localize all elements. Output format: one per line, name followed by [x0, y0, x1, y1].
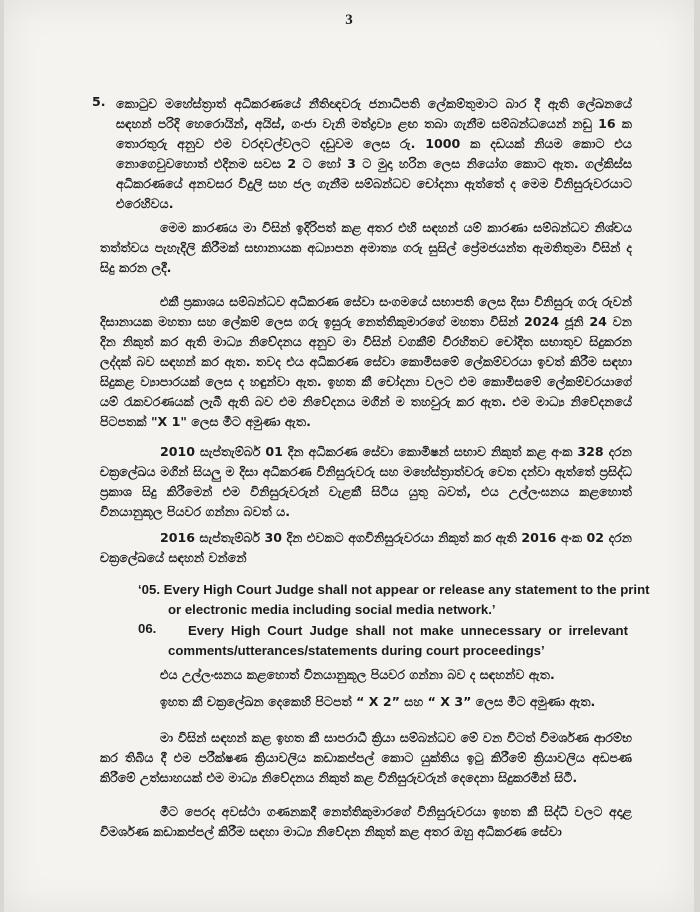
paragraph-text: 2016 සැප්තැම්බර් 30 දින එවකට අගවිනිසුරුවරයා නිකුත් කර ඇති 2016 අංක 02 දරන චක්‍රලේඛයේ සඳහන් වන්නේ [100, 530, 632, 565]
paragraph-text: එය උල්ලංඝනය කළහොත් විනයානුකූල පියවර ගන්නා බව ද සඳහන්ව ඇත. [160, 667, 555, 682]
paragraph-8 [100, 442, 632, 522]
paragraph-text: එකී ප්‍රකාශය සම්බන්ධව අධිකරණ සේවා සංගමයේ සභාපති ලෙස දිසා විනිසුරු ගරු රුවන් දිසානායක මහතා සහ ලේකම් ලෙස ගරු ඉසුරු නෙත්තිකුමාරගේ මහතා විසින් 2024 ජූනි 24 වන දින නිකුත් කර ඇති මාධ්‍ය නිවේදනය අනුව මා විසින් වගකීම් විරහිතව චෝදිත සභාතුව සිදුකරන ලද්දක් බව සඳහන් කර ඇත. තවද එය අධිකරණ සේවා කොමිසමේ ලේකම්වරයා ඉවත් කිරීම සඳහා සිදුකළ ව්‍යාපාරයක් ලෙස ද හඳුන්වා ඇත. ඉහත කී චෝදනා වලට එම කොමිසමේ ලේකම්වරයාගේ යම් රැකවරණයක් ලැබී ඇති බව එම නිවේදනය මගින් ම තහවුරු කර ඇත. එම මාධ්‍ය නිවේදනයේ පිටපතක් "X 1" ලෙස මීට අමුණා ඇත. [100, 294, 632, 429]
paragraph-5 [116, 94, 632, 214]
quote-line: ‘05. Every High Court Judge shall not appear or release any statement to the print [138, 582, 650, 597]
paragraph-number: 5. [92, 94, 106, 109]
paragraph-text: මීට පෙරද අවස්ථා ගණනකදී නෙත්තිකුමාරගේ විනිසුරුවරයා ඉහත කී සිද්ධි වලට අදාළ විමර්ශණ කඩාකප්පල් කිරීම සඳහා මාධ්‍ය නිවේදන නිකුත් කළ අතර ඔහු අධිකරණ සේවා [100, 804, 632, 839]
paragraph-text: මෙම කාරණය මා විසින් ඉදිරිපත් කළ අතර එහි සඳහන් යම් කාරණා සම්බන්ධව නිශ්චය තත්ත්වය පැහැදිලි කිරීමක් සභානායක අධ්‍යාපන අමාත්‍ය ගරු සුසිල් ප්‍රේමජයන්ත ඇමතිතුමා විසින් ද සිදු කරන ලදී. [100, 220, 632, 275]
paragraph-10 [100, 665, 632, 687]
paragraph-13 [100, 802, 632, 844]
quote-line: comments/utterances/statements during court proceedings’ [168, 643, 545, 658]
quote-line: or electronic media including social media network.’ [168, 602, 496, 617]
quote-number: 06. [138, 621, 157, 636]
page-number: 3 [345, 12, 353, 28]
paragraph-6 [100, 218, 632, 280]
paragraph-text: මා විසින් සඳහන් කළ ඉහත කී සාපරාධී ක්‍රියා සම්බන්ධව මේ වන විටත් විමර්ශණ ආරම්භ කර තිබිය දී එම පරීක්ෂණ ක්‍රියාවලිය කඩාකප්පල් කොට යුක්තිය ඉටු කිරීමේ ක්‍රියාවලිය අඩපණ කිරීමේ උත්සාහයක් එම මාධ්‍ය නිවේදනය නිකුත් කළ විනිසුරුවරුන් දෙදෙනා සිදුකරමින් සිටී. [100, 730, 632, 785]
paragraph-text: කොටුව මහේස්ත්‍රාත් අධිකරණයේ නීතිඥවරු ජනාධිපති ලේකම්තුමාට බාර දී ඇති ලේඛනයේ සඳහන් පරිදි හෙරොයින්, අයිස්, ගංජා වැනි මත්ද්‍රව්‍ය ළඟ තබා ගැනීම සම්බන්ධයෙන් නඩු 16 ක තොරතුරු අනුව එම වරදවල්වලට දඩුවම ලෙස රු. 1000 ක දඩයක් නියම කොට එය නොගෙවුවහොත් එදිනම සවස 2 ට හෝ 3 ට මුදා හරින ලෙස නියෝග කොට ඇත. ගල්කිස්ස අධිකරණයේ අනවසර විදුලි සහ ජල ගැනීම සම්බන්ධව චෝදනා ඇත්තේ ද මෙම විනිසුරුවරයාට එරෙහිවය. [116, 96, 632, 211]
paragraph-11 [100, 692, 632, 714]
quote-line: Every High Court Judge shall not make unnecessary or irrelevant [188, 623, 628, 638]
paragraph-12 [100, 728, 632, 790]
document-page [4, 0, 694, 912]
paragraph-text: 2010 සැප්තැම්බර් 01 දින අධිකරණ සේවා කොමිෂන් සභාව නිකුත් කළ අංක 328 දරන චක්‍රලේඛය මගින් සියලු ම දිසා අධිකරණ විනිසුරුවරු සහ මහේස්ත්‍රාත්වරු වෙත දන්වා ඇත්තේ ප්‍රසිද්ධ ප්‍රකාශ සිදු කිරීමෙන් එම විනිසුරුවරුන් වැළකී සිටිය යුතු බවත්, එය උල්ලංඝනය කළහොත් විනයානුකූල පියවර ගන්නා බවත් ය. [100, 444, 632, 519]
paragraph-7 [100, 292, 632, 432]
paragraph-9 [100, 528, 632, 570]
paragraph-text: ඉහත කී චක්‍රලේඛන දෙකෙහි පිටපත් “ X 2” සහ “ X 3” ලෙස මීට අමුණා ඇත. [160, 694, 596, 709]
